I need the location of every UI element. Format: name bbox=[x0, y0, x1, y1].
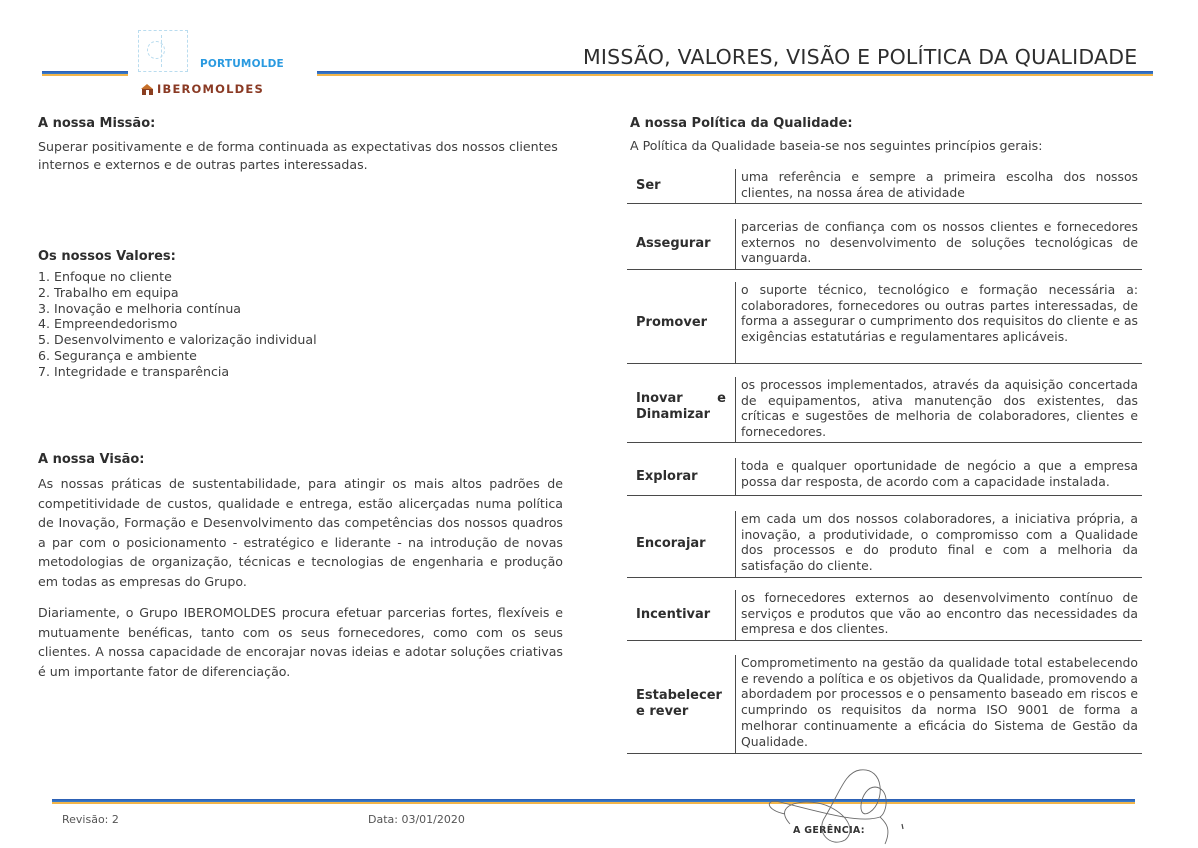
policy-heading: A nossa Política da Qualidade: bbox=[630, 116, 853, 131]
policy-term: Explorar bbox=[636, 468, 698, 484]
iberomoldes-logo-text: IBEROMOLDES bbox=[157, 82, 264, 96]
date-label: Data: 03/01/2020 bbox=[368, 813, 465, 826]
footer-divider bbox=[52, 799, 1135, 804]
vision-heading: A nossa Visão: bbox=[38, 452, 145, 467]
header-divider-right bbox=[317, 71, 1153, 76]
mission-text: Superar positivamente e de forma continuada as expectativas dos nossos clientes internos e externos e de outras partes interessadas. bbox=[38, 139, 558, 172]
policy-description: parcerias de confiança com os nossos clientes e fornecedores externos no desenvolvimento de soluções tecnológicas de vanguarda. bbox=[735, 219, 1142, 269]
policy-description: os processos implementados, através da aquisição concertada de equipamentos, ativa manutenção dos existentes, das críticas e sugestões de melhoria de colaboradores, clientes e fornecedores. bbox=[735, 377, 1142, 442]
header-divider-left bbox=[42, 71, 128, 76]
policy-description: Comprometimento na gestão da qualidade total estabelecendo e revendo a política e os objetivos da Qualidade, promovendo a abordadem por processos e o pensamento baseado em riscos e cumprindo os requisitos da norma ISO 9001 de forma a melhorar continuamente a eficácia do Sistema de Gestão da Qualidade. bbox=[735, 655, 1142, 753]
signature-icon bbox=[760, 762, 930, 848]
portumolde-logo-icon bbox=[138, 30, 188, 72]
value-item: 1. Enfoque no cliente bbox=[38, 269, 172, 284]
policy-term: Encorajar bbox=[636, 536, 706, 551]
values-list bbox=[38, 269, 317, 380]
policy-term: Estabelecer e rever bbox=[636, 688, 722, 719]
policy-description: o suporte técnico, tecnológico e formação necessária a: colaboradores, fornecedores ou outras partes interessadas, de forma a assegurar o cumprimento dos requisitos do cliente e as exigências estatutárias e regulamentares aplicáveis. bbox=[735, 282, 1142, 363]
value-item: 5. Desenvolvimento e valorização individual bbox=[38, 332, 317, 348]
value-item: 7. Integridade e transparência bbox=[38, 363, 230, 379]
policy-term: Incentivar bbox=[636, 607, 711, 622]
policy-row bbox=[627, 282, 1142, 364]
value-item: 3. Inovação e melhoria contínua bbox=[38, 300, 242, 316]
policy-row bbox=[627, 169, 1142, 204]
policy-row bbox=[627, 377, 1142, 443]
policy-intro: A Política da Qualidade baseia-se nos seguintes princípios gerais: bbox=[630, 138, 1043, 153]
value-item: 6. Segurança e ambiente bbox=[38, 347, 197, 363]
values-heading: Os nossos Valores: bbox=[38, 249, 176, 264]
portumolde-logo-text: PORTUMOLDE bbox=[200, 58, 284, 70]
policy-term: Assegurar bbox=[636, 236, 711, 251]
policy-description: os fornecedores externos ao desenvolvimento contínuo de serviços e produtos que vão ao encontro das necessidades da empresa e dos clientes. bbox=[735, 590, 1142, 640]
policy-description: em cada um dos nossos colaboradores, a iniciativa própria, a inovação, a produtividade, o compromisso com a Qualidade dos processos e do produto final e com a melhoria da satisfação do cliente. bbox=[735, 511, 1142, 577]
iberomoldes-house-icon bbox=[141, 84, 154, 95]
revision-label: Revisão: 2 bbox=[62, 813, 119, 826]
policy-term: Inovar e Dinamizar bbox=[636, 391, 726, 422]
policy-description: uma referência e sempre a primeira escolha dos nossos clientes, na nossa área de atividade bbox=[735, 169, 1142, 203]
iberomoldes-logo bbox=[141, 82, 264, 96]
policy-term: Ser bbox=[636, 178, 661, 193]
policy-term: Promover bbox=[636, 314, 708, 330]
mission-heading: A nossa Missão: bbox=[38, 116, 156, 131]
policy-row bbox=[627, 655, 1142, 754]
policy-description: toda e qualquer oportunidade de negócio a que a empresa possa dar resposta, de acordo com a capacidade instalada. bbox=[735, 458, 1142, 495]
management-label: A GERÊNCIA: bbox=[793, 825, 865, 836]
vision-paragraph-2: Diariamente, o Grupo IBEROMOLDES procura efetuar parcerias fortes, flexíveis e mutuamente benéficas, tanto com os seus fornecedores, como com os seus clientes. A nossa capacidade de encorajar novas ideias e adotar soluções criativas é um importante fator de diferenciação. bbox=[38, 605, 563, 679]
document-title: MISSÃO, VALORES, VISÃO E POLÍTICA DA QUALIDADE bbox=[583, 45, 1138, 69]
value-item: 2. Trabalho em equipa bbox=[38, 284, 179, 300]
policy-row bbox=[627, 511, 1142, 578]
vision-paragraph-1: As nossas práticas de sustentabilidade, para atingir os mais altos padrões de competitividade de custos, qualidade e entrega, estão alicerçadas numa política de Inovação, Formação e Desenvolvimento das competências dos nossos quadros a par com o posicionamento - estratégico e liderante - na introdução de novas metodologias de organização, técnicas e tecnologias de engenharia e produção em todas as empresas do Grupo. bbox=[38, 476, 563, 589]
policy-row bbox=[627, 590, 1142, 641]
policy-row bbox=[627, 458, 1142, 496]
policy-row bbox=[627, 219, 1142, 270]
value-item: 4. Empreendedorismo bbox=[38, 316, 178, 332]
